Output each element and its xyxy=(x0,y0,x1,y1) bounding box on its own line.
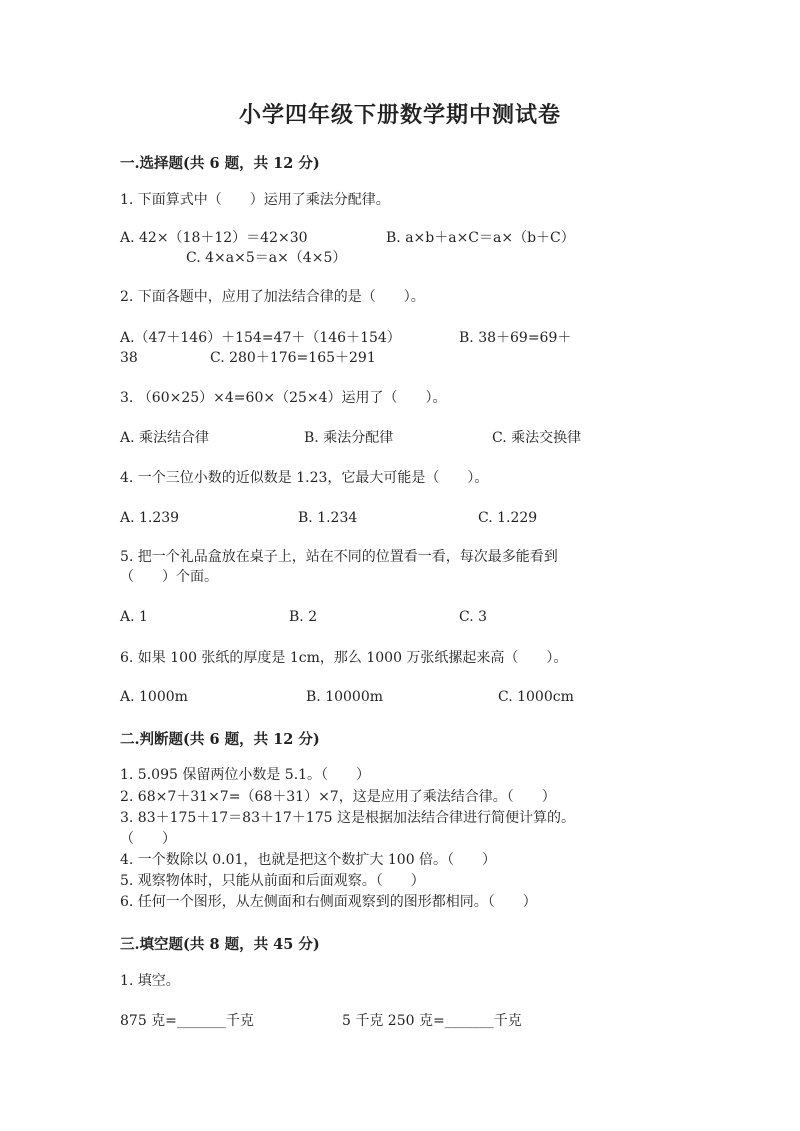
question-stem: 5. 把一个礼品盒放在桌子上，站在不同的位置看一看，每次最多能看到 xyxy=(120,549,558,565)
option-a: A. 1 xyxy=(120,609,148,625)
question-stem: 1. 填空。 xyxy=(120,973,180,989)
question-stem: 6. 如果 100 张纸的厚度是 1cm，那么 1000 万张纸摞起来高（ ）。 xyxy=(120,650,568,666)
fill-blank-item: 5 千克 250 克=_______千克 xyxy=(342,1013,522,1029)
list-item: 2. 68×7＋31×7=（68＋31）×7，这是应用了乘法结合律。（ ） xyxy=(120,789,556,805)
list-item: 6. 任何一个图形，从左侧面和右侧面观察到的图形都相同。（ ） xyxy=(120,894,537,910)
option-b: B. 乘法分配律 xyxy=(304,430,394,446)
question-stem: 3. （60×25）×4=60×（25×4）运用了（ ）。 xyxy=(120,390,447,406)
option-b: B. 1.234 xyxy=(298,510,358,526)
question-stem: 2. 下面各题中，应用了加法结合律的是（ ）。 xyxy=(120,289,425,305)
option-b: B. a×b＋a×C＝a×（b＋C） xyxy=(386,230,575,246)
option-c: C. 1.229 xyxy=(478,510,538,526)
list-item: 1. 5.095 保留两位小数是 5.1。（ ） xyxy=(120,767,371,783)
fill-blank-item: 875 克=_______千克 xyxy=(120,1013,254,1029)
section-heading-fill-blank: 三.填空题(共 8 题，共 45 分) xyxy=(120,936,320,953)
option-c: C. 4×a×5＝a×（4×5） xyxy=(186,250,347,266)
option-b: B. 2 xyxy=(289,609,318,625)
list-item: 4. 一个数除以 0.01，也就是把这个数扩大 100 倍。（ ） xyxy=(120,852,497,868)
option-b: B. 10000m xyxy=(306,689,383,705)
option-c: C. 1000cm xyxy=(498,689,574,705)
option-a: A. 42×（18＋12）＝42×30 xyxy=(120,230,308,246)
option-b-continued: 38 xyxy=(120,350,138,366)
option-b: B. 38＋69=69＋ xyxy=(459,330,572,346)
option-a: A. 1000m xyxy=(120,689,188,705)
option-c: C. 280＋176=165＋291 xyxy=(210,350,376,366)
option-a: A.（47＋146）＋154=47＋（146＋154） xyxy=(120,330,401,346)
list-item-continued: （ ） xyxy=(120,831,176,847)
option-a: A. 1.239 xyxy=(120,510,180,526)
page-title: 小学四年级下册数学期中测试卷 xyxy=(238,102,561,128)
question-stem-continued: （ ）个面。 xyxy=(120,569,218,585)
question-stem: 4. 一个三位小数的近似数是 1.23，它最大可能是（ ）。 xyxy=(120,470,489,486)
list-item: 3. 83＋175＋17＝83＋17＋175 这是根据加法结合律进行简便计算的。 xyxy=(120,810,575,826)
section-heading-judgement: 二.判断题(共 6 题，共 12 分) xyxy=(120,731,320,748)
question-stem: 1. 下面算式中（ ）运用了乘法分配律。 xyxy=(120,192,390,208)
option-c: C. 3 xyxy=(459,609,488,625)
option-a: A. 乘法结合律 xyxy=(120,430,210,446)
section-heading-choice: 一.选择题(共 6 题，共 12 分) xyxy=(120,155,320,172)
option-c: C. 乘法交换律 xyxy=(492,430,582,446)
list-item: 5. 观察物体时，只能从前面和后面观察。（ ） xyxy=(120,873,425,889)
